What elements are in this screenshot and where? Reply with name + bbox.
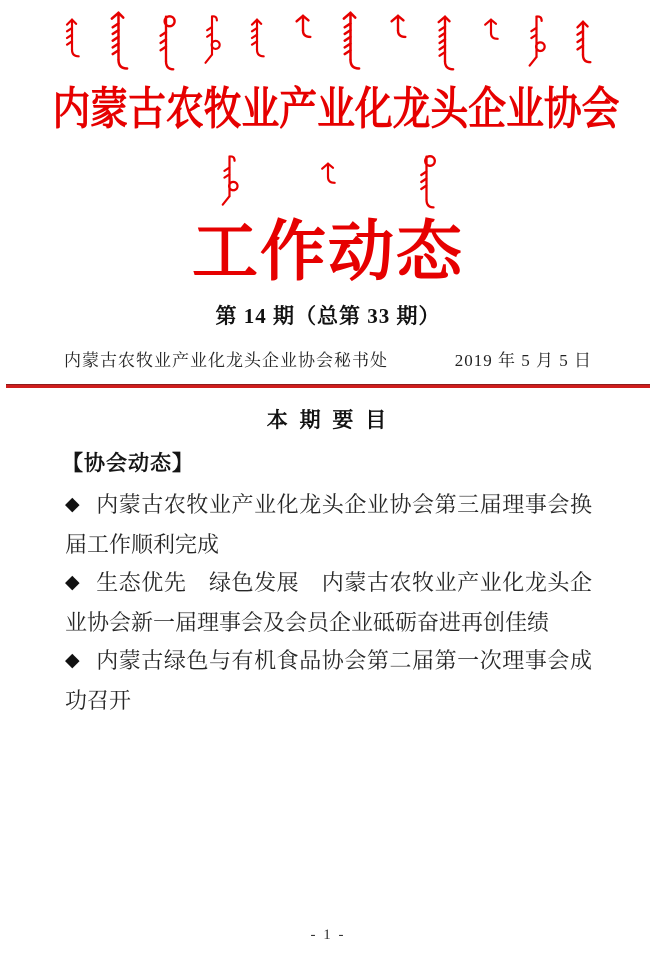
mongolian-word-icon bbox=[387, 14, 409, 40]
mongolian-word-icon bbox=[155, 14, 177, 72]
red-divider-rule bbox=[6, 384, 650, 388]
mongolian-word-icon bbox=[318, 162, 338, 184]
mongolian-word-icon bbox=[292, 14, 314, 40]
section-heading: 【协会动态】 bbox=[62, 451, 194, 475]
toc-item-text: 生态优先 绿色发展 内蒙古农牧业产业化龙头企业协会新一届理事会及会员企业砥砺奋进再创佳绩 bbox=[65, 569, 592, 635]
diamond-bullet-icon: ◆ bbox=[65, 493, 81, 515]
publisher: 内蒙古农牧业产业化龙头企业协会秘书处 bbox=[64, 350, 388, 370]
mongolian-word-icon bbox=[416, 154, 437, 210]
table-of-contents bbox=[65, 486, 592, 720]
mongolian-word-icon bbox=[434, 14, 456, 72]
mongolian-word-icon bbox=[481, 18, 501, 42]
mongolian-word-icon bbox=[107, 10, 130, 72]
mongolian-word-icon bbox=[339, 10, 362, 72]
mongolian-word-icon bbox=[247, 18, 267, 62]
contents-title: 本 期 要 目 bbox=[266, 408, 390, 432]
issue-number: 第 14 期（总第 33 期） bbox=[215, 303, 441, 328]
mongolian-word-icon bbox=[572, 20, 594, 66]
mongolian-script-banner bbox=[24, 10, 632, 78]
mongolian-word-icon bbox=[526, 14, 547, 69]
toc-item-text: 内蒙古绿色与有机食品协会第二届第一次理事会成功召开 bbox=[65, 647, 592, 713]
mongolian-word-icon bbox=[202, 14, 222, 66]
toc-item-text: 内蒙古农牧业产业化龙头企业协会第三届理事会换届工作顺利完成 bbox=[65, 491, 592, 557]
publish-date: 2019 年 5 月 5 日 bbox=[454, 350, 592, 370]
mongolian-word-icon bbox=[62, 18, 82, 62]
page-number: - 1 - bbox=[310, 927, 346, 943]
diamond-bullet-icon: ◆ bbox=[65, 649, 81, 671]
association-title: 内蒙古农牧业产业化龙头企业协会 bbox=[52, 84, 620, 134]
mongolian-script-subtitle bbox=[0, 154, 656, 214]
toc-item bbox=[65, 642, 592, 720]
toc-item bbox=[65, 486, 592, 564]
diamond-bullet-icon: ◆ bbox=[65, 571, 81, 593]
mongolian-word-icon bbox=[219, 154, 240, 208]
publisher-line bbox=[64, 346, 592, 371]
bulletin-title: 工作动态 bbox=[192, 216, 464, 290]
toc-item bbox=[65, 564, 592, 642]
